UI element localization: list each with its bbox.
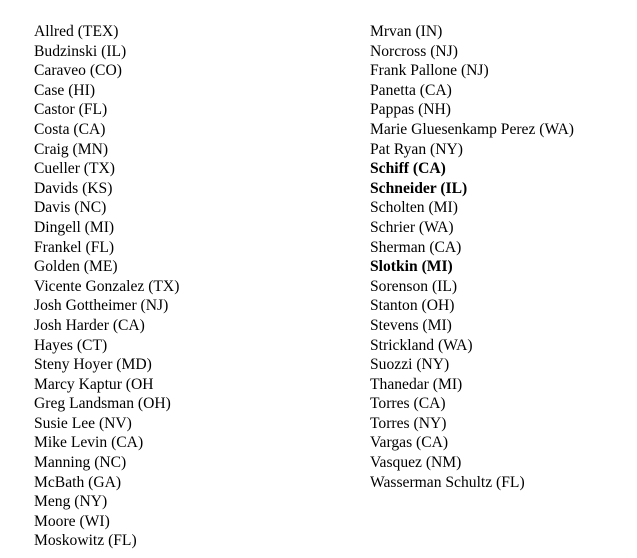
member-name: Steny Hoyer (MD) <box>34 356 152 374</box>
member-name: Strickland (WA) <box>370 336 473 354</box>
member-name: Schneider (IL) <box>370 179 468 197</box>
member-name: Scholten (MI) <box>370 199 458 217</box>
member-name: Slotkin (MI) <box>370 258 453 276</box>
member-name: Sherman (CA) <box>370 238 462 256</box>
member-name: Caraveo (CO) <box>34 62 122 80</box>
member-name: Case (HI) <box>34 81 96 99</box>
member-name: Schrier (WA) <box>370 218 454 236</box>
member-name: McBath (GA) <box>34 473 122 491</box>
member-name: Pappas (NH) <box>370 101 451 119</box>
member-name: Marcy Kaptur (OH <box>34 375 154 393</box>
member-name: Dingell (MI) <box>34 218 115 236</box>
member-name: Davis (NC) <box>34 199 107 217</box>
right-name-column <box>370 22 635 492</box>
member-name: Vasquez (NM) <box>370 454 462 472</box>
member-name: Torres (NY) <box>370 414 447 432</box>
member-name: Josh Gottheimer (NJ) <box>34 297 169 315</box>
member-name: Meng (NY) <box>34 493 108 511</box>
member-name: Vicente Gonzalez (TX) <box>34 277 180 295</box>
member-name: Moore (WI) <box>34 512 110 530</box>
member-name: Susie Lee (NV) <box>34 414 132 432</box>
member-name: Vargas (CA) <box>370 434 449 452</box>
member-name: Budzinski (IL) <box>34 42 127 60</box>
member-name: Mike Levin (CA) <box>34 434 144 452</box>
member-name: Allred (TEX) <box>34 23 119 40</box>
member-name: Stevens (MI) <box>370 316 452 334</box>
member-name: Moskowitz (FL) <box>34 532 137 550</box>
member-name: Panetta (CA) <box>370 81 452 99</box>
member-name: Manning (NC) <box>34 454 127 472</box>
member-name: Schiff (CA) <box>370 160 446 178</box>
member-name: Marie Gluesenkamp Perez (WA) <box>370 120 574 138</box>
member-name: Davids (KS) <box>34 179 113 197</box>
member-name: Mrvan (IN) <box>370 23 443 40</box>
member-name: Thanedar (MI) <box>370 375 463 393</box>
member-name: Golden (ME) <box>34 258 118 276</box>
member-name: Craig (MN) <box>34 140 109 158</box>
member-name: Frankel (FL) <box>34 238 115 256</box>
member-name: Josh Harder (CA) <box>34 316 145 334</box>
member-name: Norcross (NJ) <box>370 42 458 60</box>
left-name-column <box>34 22 354 551</box>
member-name: Hayes (CT) <box>34 336 108 354</box>
member-name: Wasserman Schultz (FL) <box>370 473 525 491</box>
member-name: Pat Ryan (NY) <box>370 140 463 158</box>
member-name: Costa (CA) <box>34 120 106 138</box>
member-name: Stanton (OH) <box>370 297 455 315</box>
member-name: Greg Landsman (OH) <box>34 395 171 413</box>
member-name: Torres (CA) <box>370 395 446 413</box>
member-name: Castor (FL) <box>34 101 108 119</box>
member-name: Frank Pallone (NJ) <box>370 62 489 80</box>
member-name: Sorenson (IL) <box>370 277 458 295</box>
member-name: Cueller (TX) <box>34 160 115 178</box>
member-name: Suozzi (NY) <box>370 356 450 374</box>
